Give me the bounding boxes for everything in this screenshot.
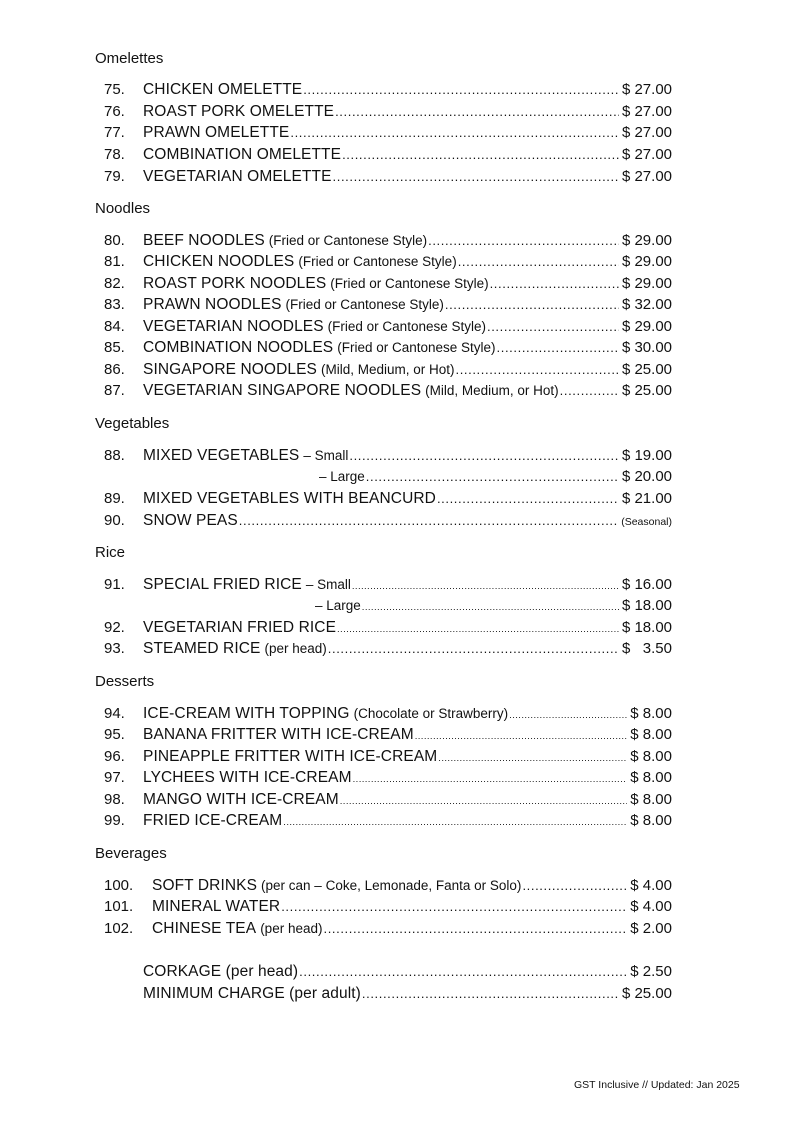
item-name: PRAWN OMELETTE <box>143 124 290 141</box>
dot-leader <box>337 620 619 638</box>
item-number: 86. <box>104 361 125 378</box>
item-note: (Fried or Cantonese Style) <box>327 319 486 334</box>
menu-item-95 <box>0 725 793 745</box>
menu-item-75 <box>0 80 793 100</box>
item-number: 95. <box>104 726 125 743</box>
footer-note: GST Inclusive // Updated: Jan 2025 <box>574 1079 740 1091</box>
item-note: (Fried or Cantonese Style) <box>330 276 489 291</box>
item-size-note: – Large <box>315 598 361 613</box>
menu-item-82 <box>0 274 793 294</box>
item-price: $ 27.00 <box>621 103 672 120</box>
section-title-omelettes: Omelettes <box>95 50 164 67</box>
menu-item-88 <box>0 446 793 466</box>
item-number: 75. <box>104 81 125 98</box>
menu-item-77 <box>0 123 793 143</box>
menu-item-87 <box>0 381 793 401</box>
item-price: $ 2.00 <box>630 920 672 937</box>
dot-leader <box>362 984 619 1004</box>
section-title-vegetables: Vegetables <box>95 415 170 432</box>
item-number: 76. <box>104 103 125 120</box>
item-name: CHICKEN OMELETTE <box>143 81 303 98</box>
item-name: PRAWN NOODLES <box>143 296 282 313</box>
dot-leader <box>428 231 619 251</box>
dot-leader <box>349 446 619 466</box>
item-price: $ 4.00 <box>630 898 672 915</box>
charge-name: MINIMUM CHARGE (per adult) <box>143 985 361 1002</box>
item-price: $ 27.00 <box>621 168 672 185</box>
item-price-seasonal: (Seasonal) <box>621 516 672 528</box>
item-note: (per head) <box>260 921 323 936</box>
item-name: COMBINATION NOODLES <box>143 339 334 356</box>
dot-leader <box>437 489 619 509</box>
dot-leader <box>456 360 619 380</box>
item-number: 79. <box>104 168 125 185</box>
item-size-note: – Small <box>303 448 349 463</box>
item-price: $ 8.00 <box>630 791 672 808</box>
item-price: $ 4.00 <box>630 877 672 894</box>
item-name: VEGETARIAN NOODLES <box>143 318 324 335</box>
item-number: 100. <box>104 877 134 894</box>
item-note: (Mild, Medium, or Hot) <box>425 383 559 398</box>
item-name: SINGAPORE NOODLES <box>143 361 317 378</box>
section-title-noodles: Noodles <box>95 200 151 217</box>
corkage-charge <box>0 962 793 982</box>
dot-leader <box>281 897 627 917</box>
menu-item-101 <box>0 897 793 917</box>
menu-item-78 <box>0 145 793 165</box>
item-name: CHINESE TEA <box>152 920 257 937</box>
menu-item-99 <box>0 811 793 831</box>
item-name: ROAST PORK NOODLES <box>143 275 327 292</box>
dot-leader <box>490 274 619 294</box>
menu-item-94 <box>0 704 793 724</box>
menu-item-89 <box>0 489 793 509</box>
menu-item-97 <box>0 768 793 788</box>
menu-item-83 <box>0 295 793 315</box>
item-name: VEGETARIAN SINGAPORE NOODLES <box>143 382 422 399</box>
item-price: $ 19.00 <box>621 447 672 464</box>
item-name: SOFT DRINKS <box>152 877 258 894</box>
dot-leader <box>487 317 619 337</box>
dot-leader <box>335 102 619 122</box>
item-name: PINEAPPLE FRITTER WITH ICE-CREAM <box>143 748 438 765</box>
item-number: 80. <box>104 232 125 249</box>
dot-leader <box>509 706 627 724</box>
item-name: CHICKEN NOODLES <box>143 253 295 270</box>
menu-item-102 <box>0 919 793 939</box>
dot-leader <box>522 876 627 896</box>
dot-leader <box>342 145 619 165</box>
item-note: (per head) <box>264 641 327 656</box>
item-number: 91. <box>104 576 125 593</box>
item-number: 83. <box>104 296 125 313</box>
dot-leader <box>352 577 619 595</box>
item-note: (Chocolate or Strawberry) <box>353 706 509 721</box>
menu-item-90 <box>0 511 793 531</box>
item-name: BEEF NOODLES <box>143 232 265 249</box>
dot-leader <box>290 123 619 143</box>
item-price: $ 25.00 <box>621 361 672 378</box>
dot-leader <box>299 962 627 982</box>
item-note: (Mild, Medium, or Hot) <box>320 362 455 377</box>
item-number: 84. <box>104 318 125 335</box>
item-number: 89. <box>104 490 125 507</box>
section-title-beverages: Beverages <box>95 845 167 862</box>
item-price: $ 27.00 <box>621 81 672 98</box>
menu-item-91 <box>0 575 793 595</box>
item-price: $ 29.00 <box>621 232 672 249</box>
dot-leader <box>303 80 619 100</box>
item-price: $ 8.00 <box>630 812 672 829</box>
item-price: $ 16.00 <box>621 576 672 593</box>
item-number: 78. <box>104 146 125 163</box>
item-note: (Fried or Cantonese Style) <box>298 254 457 269</box>
item-note: (Fried or Cantonese Style) <box>268 233 428 248</box>
dot-leader <box>239 511 618 531</box>
item-name: MANGO WITH ICE-CREAM <box>143 791 339 808</box>
minimum-charge <box>0 984 793 1004</box>
item-name: VEGETARIAN OMELETTE <box>143 168 332 185</box>
item-name: LYCHEES WITH ICE-CREAM <box>143 769 352 786</box>
menu-item-93 <box>0 639 793 659</box>
item-price: $ 18.00 <box>621 597 672 614</box>
section-title-desserts: Desserts <box>95 673 155 690</box>
item-size-note: – Large <box>319 469 365 484</box>
menu-item-96 <box>0 747 793 767</box>
charge-name: CORKAGE (per head) <box>143 963 299 980</box>
dot-leader <box>333 167 619 187</box>
item-price: $ 8.00 <box>630 726 672 743</box>
item-number: 82. <box>104 275 125 292</box>
item-price: $ 29.00 <box>621 253 672 270</box>
item-number: 101. <box>104 898 134 915</box>
menu-item-86 <box>0 360 793 380</box>
dot-leader <box>560 381 619 401</box>
dot-leader <box>340 792 628 810</box>
item-price: $ 27.00 <box>621 124 672 141</box>
menu-item-84 <box>0 317 793 337</box>
menu-item-85 <box>0 338 793 358</box>
item-name: ICE-CREAM WITH TOPPING <box>143 705 350 722</box>
charge-price: $ 2.50 <box>630 963 672 980</box>
item-name: SNOW PEAS <box>143 512 238 529</box>
item-name: COMBINATION OMELETTE <box>143 146 342 163</box>
charge-price: $ 25.00 <box>621 985 672 1002</box>
dot-leader <box>366 467 619 487</box>
dot-leader <box>445 295 619 315</box>
item-price: $ 29.00 <box>621 318 672 335</box>
menu-item-98 <box>0 790 793 810</box>
item-name: VEGETARIAN FRIED RICE <box>143 619 337 636</box>
item-price: $ 27.00 <box>621 146 672 163</box>
item-number: 94. <box>104 705 125 722</box>
menu-item-91-large <box>0 596 793 616</box>
item-name: STEAMED RICE <box>143 640 261 657</box>
item-price: $ 8.00 <box>630 748 672 765</box>
item-number: 97. <box>104 769 125 786</box>
item-number: 102. <box>104 920 134 937</box>
item-price: $ 3.50 <box>621 640 672 657</box>
item-price: $ 8.00 <box>630 705 672 722</box>
item-name: MIXED VEGETABLES <box>143 447 300 464</box>
dot-leader <box>415 727 628 745</box>
item-price: $ 32.00 <box>621 296 672 313</box>
item-price: $ 29.00 <box>621 275 672 292</box>
item-number: 88. <box>104 447 125 464</box>
dot-leader <box>283 813 627 831</box>
item-price: $ 30.00 <box>621 339 672 356</box>
item-number: 87. <box>104 382 125 399</box>
item-number: 92. <box>104 619 125 636</box>
dot-leader <box>458 252 619 272</box>
item-price: $ 20.00 <box>621 468 672 485</box>
menu-item-88-large <box>0 467 793 487</box>
item-number: 93. <box>104 640 125 657</box>
menu-item-76 <box>0 102 793 122</box>
dot-leader <box>362 598 619 616</box>
item-name: MINERAL WATER <box>152 898 281 915</box>
item-name: BANANA FRITTER WITH ICE-CREAM <box>143 726 414 743</box>
item-name: MIXED VEGETABLES WITH BEANCURD <box>143 490 436 507</box>
menu-item-79 <box>0 167 793 187</box>
dot-leader <box>323 919 627 939</box>
item-note: (Fried or Cantonese Style) <box>285 297 444 312</box>
item-size-note: – Small <box>305 577 351 592</box>
menu-item-100 <box>0 876 793 896</box>
item-price: $ 21.00 <box>621 490 672 507</box>
item-price: $ 18.00 <box>621 619 672 636</box>
item-number: 81. <box>104 253 125 270</box>
menu-item-81 <box>0 252 793 272</box>
menu-item-80 <box>0 231 793 251</box>
item-number: 99. <box>104 812 125 829</box>
item-number: 85. <box>104 339 125 356</box>
item-name: FRIED ICE-CREAM <box>143 812 283 829</box>
item-number: 98. <box>104 791 125 808</box>
item-note: (Fried or Cantonese Style) <box>337 340 496 355</box>
item-number: 96. <box>104 748 125 765</box>
item-name: ROAST PORK OMELETTE <box>143 103 335 120</box>
dot-leader <box>497 338 619 358</box>
dot-leader <box>438 749 627 767</box>
item-name: SPECIAL FRIED RICE <box>143 576 302 593</box>
item-number: 90. <box>104 512 125 529</box>
item-number: 77. <box>104 124 125 141</box>
item-price: $ 8.00 <box>630 769 672 786</box>
item-note: (per can – Coke, Lemonade, Fanta or Solo) <box>261 878 522 893</box>
item-price: $ 25.00 <box>621 382 672 399</box>
section-title-rice: Rice <box>95 544 126 561</box>
menu-item-92 <box>0 618 793 638</box>
dot-leader <box>353 770 628 788</box>
dot-leader <box>328 639 619 659</box>
